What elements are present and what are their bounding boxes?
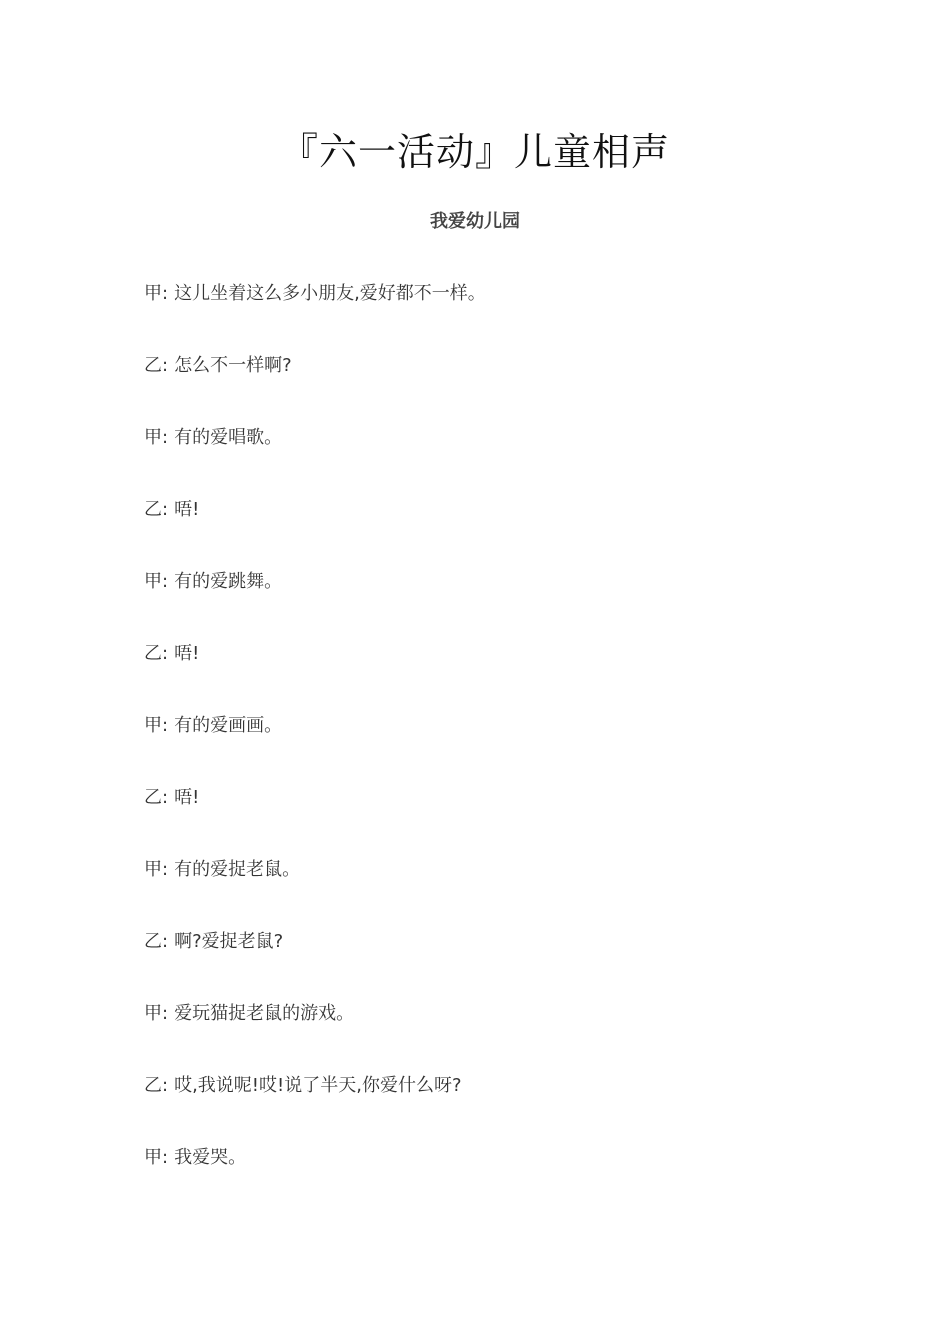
line-text: 这儿坐着这么多小朋友,爱好都不一样。 [174, 283, 486, 304]
speaker-label: 乙 [144, 787, 162, 808]
speaker-separator: : [162, 715, 169, 736]
dialogue-line [144, 784, 824, 856]
speaker-separator: : [162, 1003, 169, 1024]
dialogue-line [144, 1144, 824, 1216]
speaker-separator: : [162, 643, 169, 664]
speaker-label: 甲 [144, 427, 162, 448]
dialogue-line [144, 1072, 824, 1144]
dialogue-line [144, 568, 824, 640]
speaker-label: 甲 [144, 1003, 162, 1024]
speaker-separator: : [162, 787, 169, 808]
dialogue-line [144, 1000, 824, 1072]
speaker-label: 甲 [144, 283, 162, 304]
dialogue-line [144, 928, 824, 1000]
speaker-label: 甲 [144, 1147, 162, 1168]
speaker-label: 乙 [144, 1075, 162, 1096]
speaker-label: 乙 [144, 643, 162, 664]
line-text: 唔! [174, 499, 200, 520]
dialogue-line [144, 640, 824, 712]
line-text: 哎,我说呢!哎!说了半天,你爱什么呀? [174, 1075, 462, 1096]
line-text: 爱玩猫捉老鼠的游戏。 [174, 1003, 355, 1024]
speaker-label: 甲 [144, 715, 162, 736]
speaker-separator: : [162, 427, 169, 448]
line-text: 唔! [174, 643, 200, 664]
dialogue-line [144, 856, 824, 928]
speaker-label: 乙 [144, 499, 162, 520]
dialogue-line [144, 280, 824, 352]
speaker-separator: : [162, 355, 169, 376]
line-text: 怎么不一样啊? [174, 355, 292, 376]
dialogue-line [144, 712, 824, 784]
speaker-separator: : [162, 859, 169, 880]
line-text: 有的爱跳舞。 [174, 571, 283, 592]
document-title: 『六一活动』儿童相声 [279, 130, 670, 174]
line-text: 我爱哭。 [174, 1147, 247, 1168]
line-text: 有的爱捉老鼠。 [174, 859, 301, 880]
speaker-label: 甲 [144, 859, 162, 880]
dialogue-list [144, 280, 824, 1216]
dialogue-line [144, 496, 824, 568]
line-text: 有的爱画画。 [174, 715, 283, 736]
speaker-label: 甲 [144, 571, 162, 592]
speaker-label: 乙 [144, 355, 162, 376]
speaker-separator: : [162, 571, 169, 592]
document-subtitle: 我爱幼儿园 [430, 211, 520, 232]
speaker-separator: : [162, 283, 169, 304]
line-text: 啊?爱捉老鼠? [174, 931, 284, 952]
speaker-separator: : [162, 931, 169, 952]
dialogue-line [144, 424, 824, 496]
line-text: 有的爱唱歌。 [174, 427, 283, 448]
speaker-label: 乙 [144, 931, 162, 952]
dialogue-line [144, 352, 824, 424]
speaker-separator: : [162, 1147, 169, 1168]
line-text: 唔! [174, 787, 200, 808]
speaker-separator: : [162, 499, 169, 520]
speaker-separator: : [162, 1075, 169, 1096]
